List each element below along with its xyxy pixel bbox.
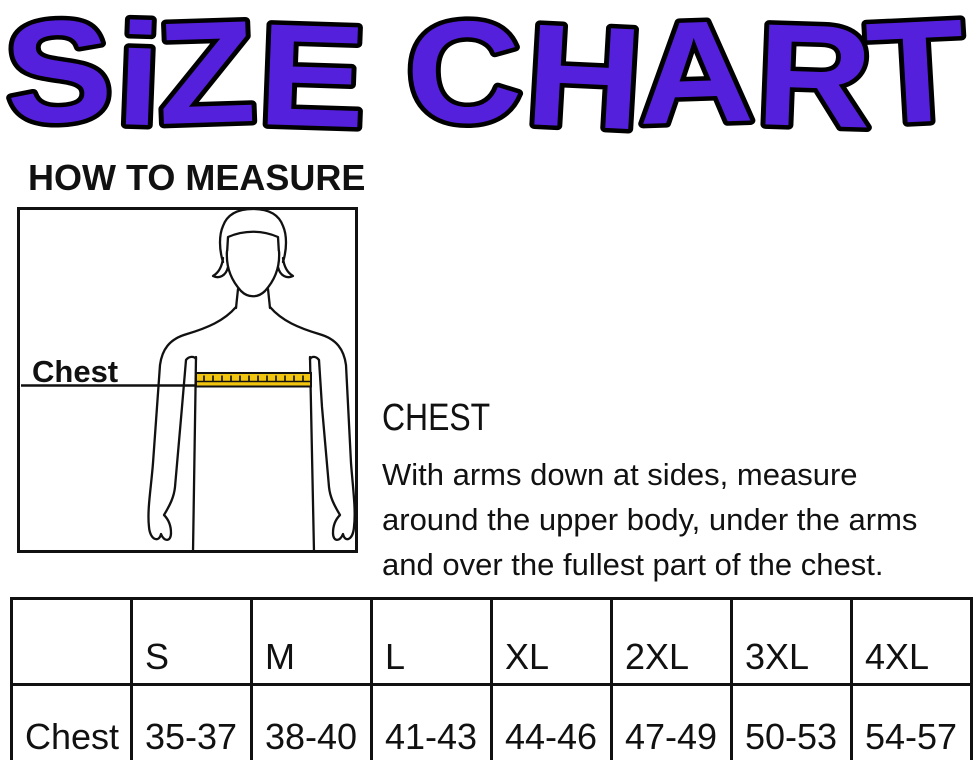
chest-value-m: 38-40 <box>252 685 372 760</box>
chest-section-heading: CHEST <box>382 397 491 439</box>
how-to-measure-heading: HOW TO MEASURE <box>28 157 366 198</box>
page-title: SiZE CHART <box>1 0 961 152</box>
chest-value-3xl: 50-53 <box>732 685 852 760</box>
diagram-chest-label: Chest <box>32 354 119 389</box>
title-banner <box>0 0 978 152</box>
instruction-line-2: around the upper body, under the arms <box>382 502 918 537</box>
chest-value-4xl: 54-57 <box>852 685 972 760</box>
chest-value-2xl: 47-49 <box>612 685 732 760</box>
size-column-header-2xl: 2XL <box>612 599 732 685</box>
measuring-tape-icon <box>196 373 311 387</box>
size-table-header-row <box>12 599 972 685</box>
size-column-header-4xl: 4XL <box>852 599 972 685</box>
size-table <box>10 597 973 760</box>
size-column-header-m: M <box>252 599 372 685</box>
chest-instructions <box>382 452 978 587</box>
chest-value-s: 35-37 <box>132 685 252 760</box>
chest-row-label: Chest <box>12 685 132 760</box>
instruction-line-3: and over the fullest part of the chest. <box>382 547 884 582</box>
size-column-header-s: S <box>132 599 252 685</box>
chest-measurements-row <box>12 685 972 760</box>
chest-value-l: 41-43 <box>372 685 492 760</box>
chest-value-xl: 44-46 <box>492 685 612 760</box>
table-corner-spacer <box>12 599 132 685</box>
instruction-line-1: With arms down at sides, measure <box>382 457 858 492</box>
size-column-header-l: L <box>372 599 492 685</box>
size-column-header-xl: XL <box>492 599 612 685</box>
size-column-header-3xl: 3XL <box>732 599 852 685</box>
